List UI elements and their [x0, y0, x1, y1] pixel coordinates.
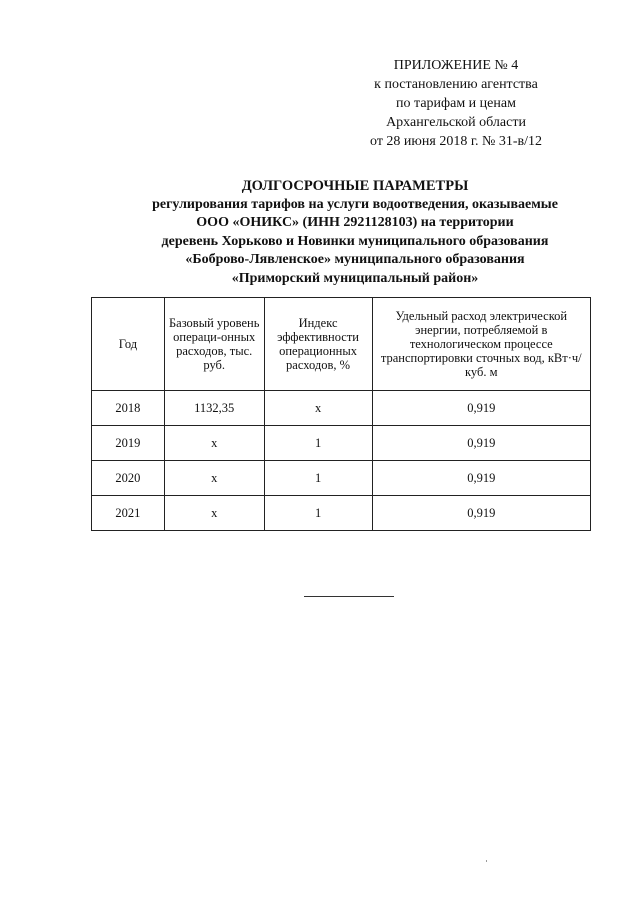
cell-efficiency-index: х [264, 391, 372, 426]
cell-base-level: х [164, 496, 264, 531]
cell-year: 2021 [92, 496, 165, 531]
header-energy-use: Удельный расход электрической энергии, потребляемой в технологическом процессе транспортировки сточных вод, кВт·ч/куб. м [372, 298, 590, 391]
cell-base-level: х [164, 461, 264, 496]
cell-energy-use: 0,919 [372, 391, 590, 426]
table-row [92, 426, 591, 461]
cell-energy-use: 0,919 [372, 426, 590, 461]
cell-year: 2020 [92, 461, 165, 496]
header-year: Год [92, 298, 165, 391]
title-line-2: ООО «ОНИКС» (ИНН 2921128103) на территории [196, 215, 514, 230]
cell-efficiency-index: 1 [264, 496, 372, 531]
title-line-4: «Боброво-Лявленское» муниципального образования [185, 252, 525, 267]
appendix-region: Архангельской области [386, 115, 526, 130]
cell-base-level: х [164, 426, 264, 461]
parameters-table [91, 297, 591, 531]
title-line-5: «Приморский муниципальный район» [231, 270, 479, 286]
cell-year: 2018 [92, 391, 165, 426]
cell-efficiency-index: 1 [264, 461, 372, 496]
title-line-3: деревень Хорьково и Новинки муниципального образования [161, 233, 549, 249]
table-row [92, 391, 591, 426]
title-line-1: регулирования тарифов на услуги водоотведения, оказываемые [152, 196, 558, 212]
appendix-number: ПРИЛОЖЕНИЕ № 4 [393, 58, 519, 73]
cell-energy-use: 0,919 [372, 461, 590, 496]
header-base-level: Базовый уровень операци-онных расходов, тыс. руб. [164, 298, 264, 391]
appendix-reference [330, 56, 582, 151]
table-row [92, 461, 591, 496]
appendix-agency-line: по тарифам и ценам [396, 96, 516, 111]
document-title [110, 177, 600, 288]
appendix-resolution-ref: к постановлению агентства [374, 77, 538, 92]
appendix-date-number: от 28 июня 2018 г. № 31-в/12 [370, 134, 542, 149]
header-efficiency-index: Индекс эффективности операционных расходов, % [264, 298, 372, 391]
scan-speck [486, 860, 487, 862]
cell-base-level: 1132,35 [164, 391, 264, 426]
cell-year: 2019 [92, 426, 165, 461]
title-heading: ДОЛГОСРОЧНЫЕ ПАРАМЕТРЫ [241, 178, 469, 194]
cell-energy-use: 0,919 [372, 496, 590, 531]
table-header-row [92, 298, 591, 391]
cell-efficiency-index: 1 [264, 426, 372, 461]
closing-divider-line [304, 596, 394, 597]
table-row [92, 496, 591, 531]
